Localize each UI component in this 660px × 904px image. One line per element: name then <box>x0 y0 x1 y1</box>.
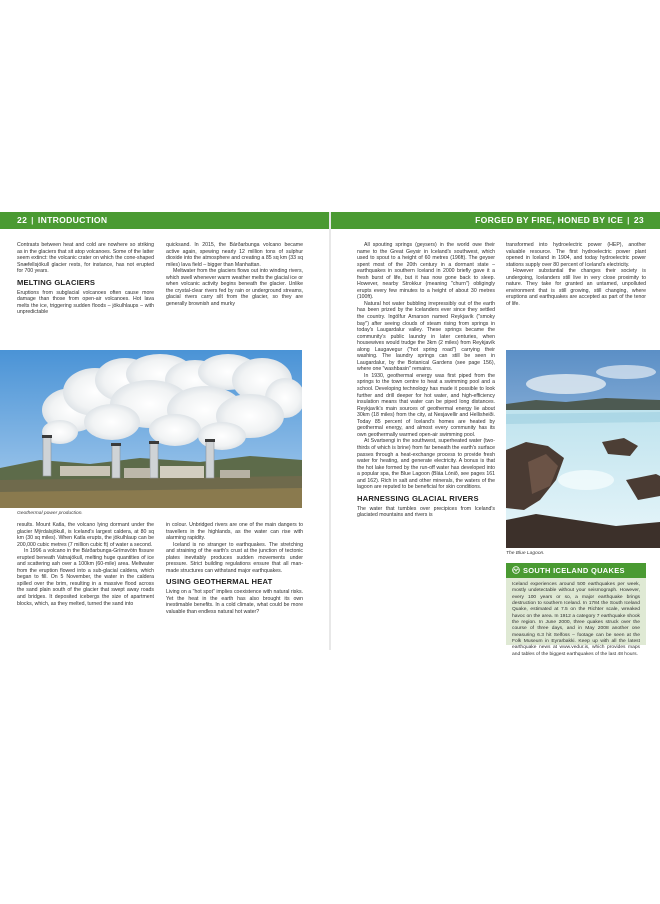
heading-using-geothermal-heat: USING GEOTHERMAL HEAT <box>166 577 273 587</box>
paragraph: Natural hot water bubbling irrepressibly out of the earth has been prized by the Icelanders ever since they settled the country. Ingólfur Arnarson named Reykjavík ("smoky bay") after seeing clouds of steam rising from springs in today's Laugardalur valley. These springs became the community's public laundry in later centuries, when housewives would trudge the 3km (2 miles) from Reykjavík along Laugavegur ("hot spring road") carrying their washing. The laundry springs can still be seen in Laugardalur, by the Botanical Gardens (see page 156), where one "washbasin" remains. <box>357 300 495 373</box>
paragraph: transformed into hydroelectric power (HEP), another valuable resource. The first hydroelectric power plant opened in Iceland in 1904, and today hydroelectric power stations supply over 80 percent of Iceland's electricity. <box>506 242 646 268</box>
right-col3 <box>357 242 495 644</box>
banner-separator: | <box>627 215 630 225</box>
left-col1-bottom <box>17 522 154 642</box>
left-col2-top <box>166 242 303 350</box>
right-col4 <box>506 242 646 348</box>
quakes-box-title: SOUTH ICELAND QUAKES <box>523 566 625 575</box>
right-page-number: 23 <box>633 215 644 225</box>
right-page-banner <box>331 212 660 229</box>
left-page-number: 22 <box>17 215 28 225</box>
paragraph: However substantial the changes their society is undergoing, Icelanders still live in very close proximity to nature. They take for granted an untamed, unpolluted environment that is still growing, still changing, where eruptions and earthquakes are accepted as part of the tenor of life. <box>506 268 646 307</box>
melting-paragraph: Eruptions from subglacial volcanoes often cause more damage than those from open-air volcanoes. Hot lava melts the ice, triggering sudden floods – jökulhlaups – with unpredictable <box>17 289 154 316</box>
heading-melting-glaciers: MELTING GLACIERS <box>17 277 96 287</box>
paragraph: In 1996 a volcano in the Bárðarbunga-Grímsvötn fissure erupted beneath Vatnajökull, melting huge quantities of ice and scattering ash over a 100km (60-mile) area. Meltwater from the eruption flowed into a sub-glacial caldera, which began to fill. On 5 November, the water in the caldera spilled over the brim, resulting in a massive flood across the sand plain south of the glacier that swept away roads and bridges. It deposited icebergs the size of apartment blocks, which, as they melted, turned the sand into <box>17 548 154 607</box>
left-section-title: INTRODUCTION <box>37 215 108 225</box>
geothermal-caption: Geothermal power production. <box>17 511 83 516</box>
blue-lagoon-illustration <box>506 350 660 548</box>
page-gutter <box>329 212 331 650</box>
geothermal-power-photo <box>0 350 302 508</box>
earthquake-icon <box>512 563 520 578</box>
left-col2-bottom <box>166 522 303 642</box>
banner-separator: | <box>31 215 34 225</box>
intro-paragraph: Contrasts between heat and cold are nowhere so striking as in the glaciers that sit atop volcanoes. Some of the latter seem extinct: the volcanic crater on which the cone-shaped Snæfellsjökull glacier rests, for instance, has not erupted for 700 years. <box>17 242 154 275</box>
left-col1-top <box>17 242 154 350</box>
paragraph: All spouting springs (geysers) in the world owe their name to the Great Geysir in Iceland's southwest, which used to spout to a height of 60 metres (196ft). The geyser spent most of the 20th century in a dormant state – earthquakes in southern Iceland in 2000 briefly gave it a fresh burst of life, but it has now gone back to sleep. However, nearby Strokkur (meaning "churn") obligingly erupts every few minutes to a height of about 30 metres (100ft). <box>357 242 495 301</box>
left-page-banner <box>0 212 329 229</box>
paragraph: In 1930, geothermal energy was first piped from the springs to the town centre to heat a swimming pool and a school. Developing technology has made it possible to look further and drill deeper for hot water, and high-efficiency insulation means that water can be piped long distances. Reykjavík's main sources of geothermal energy lie about 30km (18 miles) from the city, at Nesjavellir and Hellisheiði. Today 85 percent of Iceland's homes are heated by geothermal energy, and almost every community has its own geothermally warmed open-air swimming pool. <box>357 372 495 438</box>
heading-harnessing-glacial-rivers: HARNESSING GLACIAL RIVERS <box>357 493 479 503</box>
paragraph: Meltwater from the glaciers flows out into winding rivers, which swell whenever warm weather melts the glacial ice or when volcanic activity begins beneath the glacier. Unlike the crystal-clear rivers fed by rain or underground streams, glacial rivers carry silt from the glacier, so they are generally brownish and murky <box>166 268 303 307</box>
paragraph: At Svartsengi in the southwest, superheated water (two-thirds of which is brine) from far beneath the earth's surface passes through a heat-exchange process to provide fresh water for heating, and generate electricity. A bonus is that the hot lake formed by the run-off water has developed into a popular spa, the Blue Lagoon (Bláa Lónið, see pages 161 and 162). Rich in salt and other minerals, the waters of the lagoon are reputed to be beneficial for skin conditions. <box>357 438 495 491</box>
paragraph: The water that tumbles over precipices from Iceland's glaciated mountains and rivers is <box>357 505 495 519</box>
quakes-box-text: Iceland experiences around 500 earthquakes per week, mostly undetectable without your seismograph. However, every 100 years or so, a major earthquake brings destruction to southern Iceland. In 1784 the South Iceland Quake, estimated at 7.5 on the Richter scale, wreaked havoc on the area. In 1912 a category 7 earthquake shook the region. In June 2000, three quakes struck over the course of three days, and in May 2008 another one measuring 6.3 hit Selfoss – footage can be seen at the Folk Museum in Eyrarbakki. Keep up with all the latest earthquake news at www.vedur.is, which provides maps and tables of the biggest earthquakes of the last 48 hours. <box>512 582 640 657</box>
paragraph: in colour. Unbridged rivers are one of the main dangers to travellers in the highlands, as the water can rise with alarming rapidity. <box>166 522 303 542</box>
right-section-title: FORGED BY FIRE, HONED BY ICE <box>475 215 624 225</box>
paragraph: Living on a "hot spot" implies coexistence with natural risks. Yet the heat in the earth has also brought its own inestimable benefits. In a cold climate, what could be more valuable than endless natural hot water? <box>166 589 303 616</box>
paragraph: quicksand. In 2015, the Bárðarbunga volcano became active again, spewing nearly 12 million tons of sulphur dioxide into the atmosphere and creating a 85 sq km (33 sq miles) lava field – bigger than Manhattan. <box>166 242 303 268</box>
geothermal-plant-illustration <box>0 350 302 508</box>
blue-lagoon-caption: The Blue Lagoon. <box>506 551 545 556</box>
south-iceland-quakes-box <box>506 563 646 657</box>
paragraph: Iceland is no stranger to earthquakes. The stretching and straining of the earth's crust at the junction of tectonic plates inevitably produces sudden movements under pressure. Strict building regulations ensure that all man-made structures can withstand major earthquakes. <box>166 541 303 574</box>
blue-lagoon-photo <box>506 350 660 548</box>
paragraph: results. Mount Katla, the volcano lying dormant under the glacier Mýrdalsjökull, is Iceland's largest caldera, at 80 sq km (30 sq miles). When Katla erupts, the jökulhlaup can be 200,000 cubic metres (7 million cubic ft) of water a second. <box>17 522 154 548</box>
quakes-box-header <box>506 563 646 578</box>
